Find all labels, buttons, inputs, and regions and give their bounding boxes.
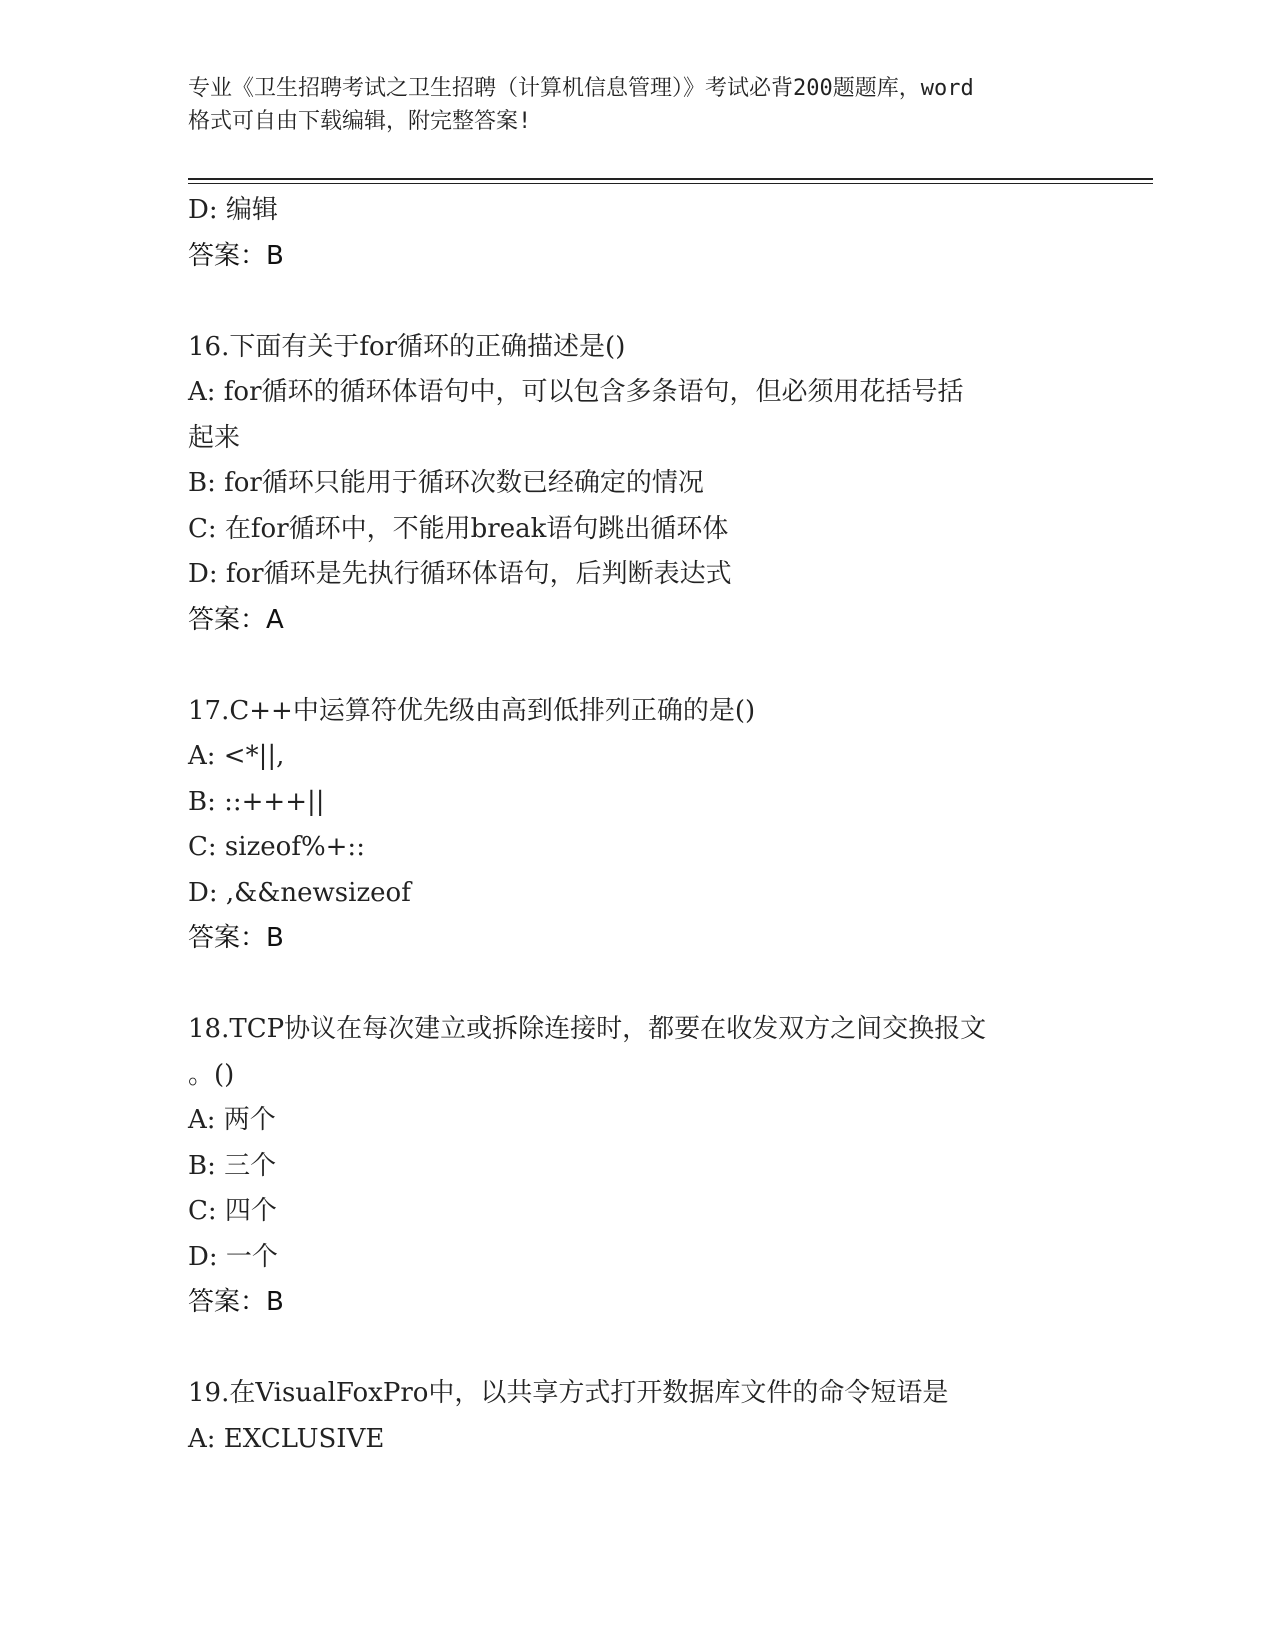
q15-answer: 答案：B bbox=[188, 240, 284, 271]
q17-option-d: D: ,&&newsizeof bbox=[188, 877, 411, 908]
q16-option-a-line2: 起来 bbox=[188, 422, 241, 453]
spacer bbox=[188, 643, 1088, 689]
q18-option-d: D: 一个 bbox=[188, 1241, 278, 1272]
header-line-1: 专业《卫生招聘考试之卫生招聘（计算机信息管理）》考试必背200题题库，word bbox=[188, 76, 974, 101]
spacer bbox=[188, 1326, 1088, 1372]
q19-question: 19.在VisualFoxPro中，以共享方式打开数据库文件的命令短语是 bbox=[188, 1378, 949, 1408]
q17-answer: 答案：B bbox=[188, 923, 284, 953]
q16-option-a-line1: A: for循环的循环体语句中，可以包含多条语句，但必须用花括号括 bbox=[188, 377, 964, 407]
q16-option-d: D: for循环是先执行循环体语句，后判断表达式 bbox=[188, 559, 732, 589]
q19-option-a: A: EXCLUSIVE bbox=[188, 1423, 385, 1454]
q18-question-line2: 。() bbox=[188, 1059, 235, 1090]
q17-question: 17.C++中运算符优先级由高到低排列正确的是() bbox=[188, 695, 756, 726]
q18-answer: 答案：B bbox=[188, 1287, 284, 1317]
q16-answer: 答案：A bbox=[188, 604, 284, 635]
page-header bbox=[188, 72, 1098, 138]
header-divider-thick bbox=[188, 178, 1153, 180]
header-line-2: 格式可自由下载编辑，附完整答案! bbox=[188, 109, 532, 134]
q18-option-a: A: 两个 bbox=[188, 1105, 276, 1135]
q17-option-c: C: sizeof%+:: bbox=[188, 832, 365, 862]
header-divider-thin bbox=[188, 183, 1153, 184]
q16-question: 16.下面有关于for循环的正确描述是() bbox=[188, 331, 626, 362]
q18-option-c: C: 四个 bbox=[188, 1196, 277, 1226]
q16-option-c: C: 在for循环中，不能用break语句跳出循环体 bbox=[188, 513, 729, 544]
document-body bbox=[188, 188, 1088, 1462]
q17-option-a: A: <*||, bbox=[188, 741, 285, 771]
q18-option-b: B: 三个 bbox=[188, 1150, 277, 1181]
spacer bbox=[188, 279, 1088, 325]
q16-option-b: B: for循环只能用于循环次数已经确定的情况 bbox=[188, 468, 704, 498]
q17-option-b: B: ::+++|| bbox=[188, 786, 325, 817]
q15-option-d: D: 编辑 bbox=[188, 195, 278, 225]
spacer bbox=[188, 962, 1088, 1008]
q18-question-line1: 18.TCP协议在每次建立或拆除连接时，都要在收发双方之间交换报文 bbox=[188, 1014, 987, 1044]
